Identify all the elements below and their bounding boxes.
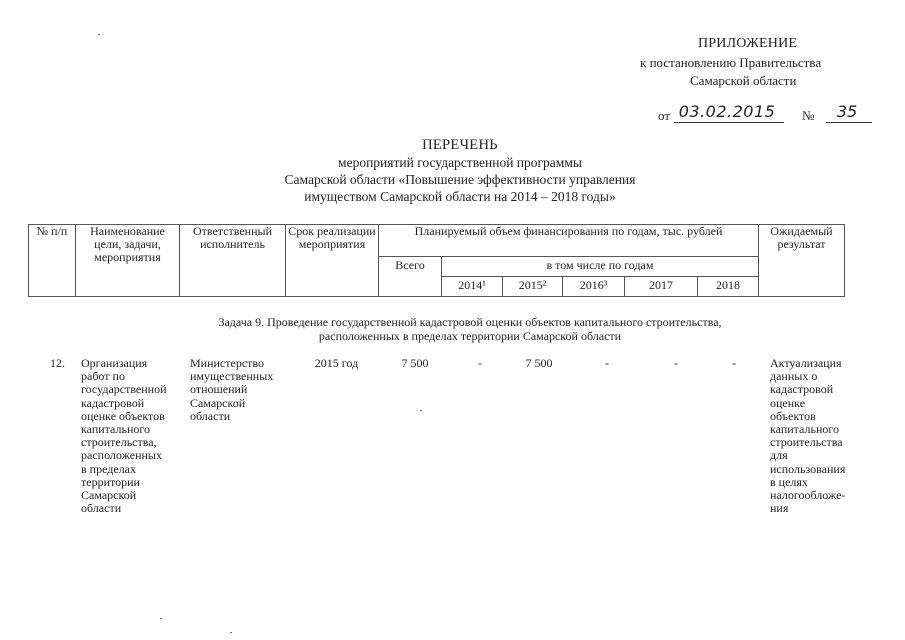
title-line-4: имуществом Самарской области на 2014 – 2018 годы» xyxy=(304,189,616,204)
header-year-2017: 2017 xyxy=(625,277,698,297)
date-number-line xyxy=(658,102,888,128)
appendix-line-3: Самарской области xyxy=(690,73,797,88)
row-result-line: в целях xyxy=(770,474,808,489)
row-executor-line: отношений xyxy=(190,382,248,397)
task-line-1: Задача 9. Проведение государственной кадастровой оценки объектов капитального строительства, xyxy=(218,315,722,329)
row-result-line: строительства xyxy=(770,435,843,450)
number-underline xyxy=(826,122,872,123)
row-name-line: оценке объектов xyxy=(81,408,165,423)
row-executor xyxy=(190,357,290,423)
number-label: № xyxy=(802,108,815,123)
row-2014: - xyxy=(478,356,482,370)
title-line-2: мероприятий государственной программы xyxy=(338,155,582,170)
header-year-2014: 2014¹ xyxy=(442,277,503,297)
row-name-line: Организация xyxy=(81,356,148,370)
handwritten-number: 35 xyxy=(836,102,858,121)
row-result-line: для xyxy=(770,448,788,463)
row-name-line: капитального xyxy=(81,422,150,437)
header-year-2018: 2018 xyxy=(698,277,759,297)
row-2017: - xyxy=(674,356,678,370)
row-result-line: Актуализация xyxy=(770,356,842,370)
row-2016: - xyxy=(605,356,609,370)
row-name-line: в пределах xyxy=(81,461,137,476)
header-num: № п/п xyxy=(29,225,76,297)
document-title-block xyxy=(170,137,750,205)
header-total: Всего xyxy=(379,257,442,297)
row-result xyxy=(770,357,870,515)
row-name-line: территории xyxy=(81,474,140,489)
date-underline xyxy=(674,122,784,123)
header-by-year: в том числе по годам xyxy=(442,257,759,277)
row-result-line: объектов xyxy=(770,408,816,423)
row-result-line: оценке xyxy=(770,395,806,410)
scan-speck xyxy=(230,632,232,633)
header-result: Ожидаемый результат xyxy=(759,225,845,297)
row-result-line: капитального xyxy=(770,422,839,437)
header-funding: Планируемый объем финансирования по годам, тыс. рублей xyxy=(379,225,759,257)
row-2018: - xyxy=(732,356,736,370)
title-line-3: Самарской области «Повышение эффективности управления xyxy=(284,172,636,187)
row-name-line: Самарской xyxy=(81,488,137,503)
row-result-line: кадастровой xyxy=(770,382,834,397)
header-term: Срок реализации мероприятия xyxy=(286,225,379,297)
scan-speck xyxy=(420,410,422,411)
row-name-line: кадастровой xyxy=(81,395,145,410)
row-result-line: налогообложе- xyxy=(770,488,846,503)
date-prefix: от xyxy=(658,108,671,123)
header-name: Наименование цели, задачи, мероприятия xyxy=(76,225,180,297)
row-num: 12. xyxy=(50,356,65,370)
document-title: ПЕРЕЧЕНЬ xyxy=(422,137,498,153)
row-total: 7 500 xyxy=(401,356,429,370)
row-name-line: работ по xyxy=(81,369,125,384)
row-name xyxy=(81,357,181,515)
row-2015: 7 500 xyxy=(525,356,553,370)
task-heading xyxy=(120,315,820,343)
header-year-2016: 2016³ xyxy=(563,277,625,297)
table-header xyxy=(28,224,845,297)
handwritten-date: 03.02.2015 xyxy=(678,102,776,121)
appendix-line-2: к постановлению Правительства xyxy=(640,55,822,70)
row-name-line: строительства, xyxy=(81,435,157,450)
scan-speck xyxy=(160,618,162,619)
appendix-title: ПРИЛОЖЕНИЕ xyxy=(698,36,798,51)
row-executor-line: Самарской xyxy=(190,395,246,410)
row-term: 2015 год xyxy=(314,356,359,370)
row-result-line: использования xyxy=(770,461,846,476)
row-result-line: ния xyxy=(770,501,789,516)
header-executor: Ответственный исполнитель xyxy=(180,225,286,297)
task-line-2: расположенных в пределах территории Самарской области xyxy=(318,329,622,343)
row-result-line: данных о xyxy=(770,369,818,384)
row-executor-line: области xyxy=(190,408,231,423)
row-executor-line: Министерство xyxy=(190,356,264,370)
row-name-line: области xyxy=(81,501,122,516)
row-executor-line: имущественных xyxy=(190,369,274,384)
header-year-2015: 2015² xyxy=(503,277,563,297)
row-name-line: расположенных xyxy=(81,448,162,463)
scan-speck xyxy=(98,34,100,35)
row-name-line: государственной xyxy=(81,382,167,397)
